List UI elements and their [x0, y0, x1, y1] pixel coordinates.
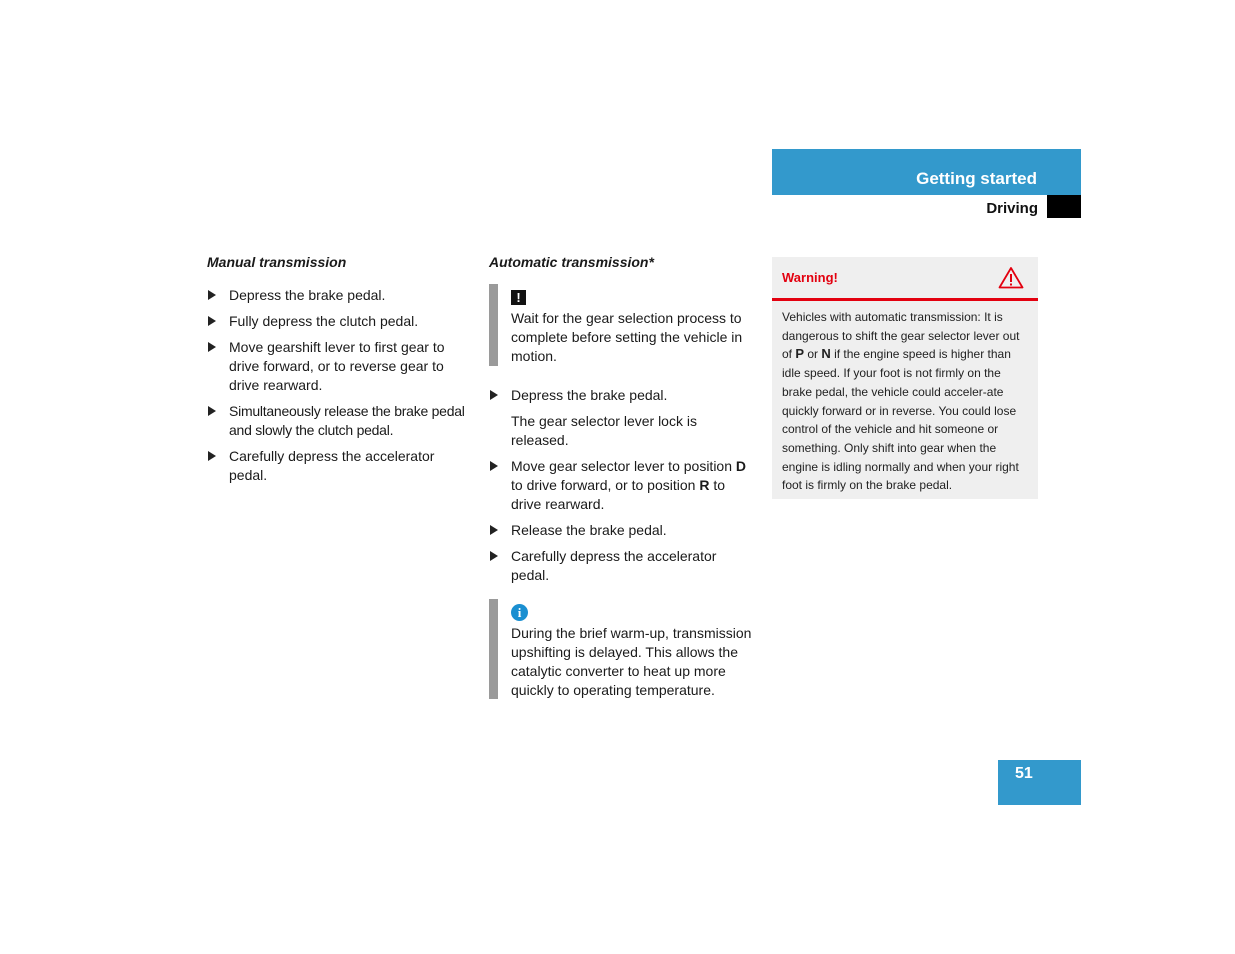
exclamation-icon: !: [511, 290, 526, 305]
warning-header: [772, 257, 1038, 301]
step-result-text: The gear selector lever lock is released.: [511, 413, 697, 448]
list-item: Release the brake pedal.: [489, 521, 757, 540]
caution-note: [489, 284, 757, 366]
info-icon: i: [511, 604, 528, 621]
list-item: Depress the brake pedal.: [207, 286, 472, 305]
manual-transmission-heading: Manual transmission: [207, 254, 347, 270]
list-item: Carefully depress the accelerator pedal.: [207, 447, 472, 485]
list-item: Carefully depress the accelerator pedal.: [489, 547, 757, 585]
warning-triangle-icon: [998, 266, 1024, 289]
page-number: 51: [1015, 765, 1033, 782]
section-header-band: [772, 149, 1081, 195]
subsection-title: Driving: [986, 200, 1038, 217]
page-number-box: [998, 760, 1081, 805]
triangle-right-icon: [208, 342, 216, 352]
triangle-right-icon: [490, 525, 498, 535]
gear-position-p: P: [795, 346, 805, 362]
gear-position-d: D: [735, 458, 747, 474]
list-item: Depress the brake pedal.: [489, 386, 757, 405]
gear-position-n: N: [821, 346, 831, 362]
info-text: During the brief warm-up, transmission upshifting is delayed. This allows the catalytic converter to heat up more quickly to operating temperature.: [511, 625, 752, 698]
info-note: [489, 599, 757, 699]
caution-text: Wait for the gear selection process to complete before setting the vehicle in motion.: [511, 310, 743, 364]
automatic-steps-list: [489, 386, 757, 405]
automatic-transmission-heading: Automatic transmission*: [489, 254, 654, 270]
automatic-transmission-column: [489, 253, 757, 699]
manual-transmission-column: [207, 253, 472, 492]
warning-title: Warning!: [782, 270, 838, 285]
automatic-steps-list-continued: [489, 457, 757, 585]
section-title: Getting started: [916, 169, 1037, 188]
list-item: Fully depress the clutch pedal.: [207, 312, 472, 331]
triangle-right-icon: [208, 406, 216, 416]
triangle-right-icon: [208, 290, 216, 300]
warning-text: Vehicles with automatic transmission: It is dangerous to shift the gear selector lever out of P or N if the engine speed is higher than idle speed. If your foot is not firmly on the brake pedal, the vehicle could acceler-ate quickly forward or in reverse. You could lose control of the vehicle and hit someone or something. Only shift into gear when the engine is idling normally and when your right foot is firmly on the brake pedal.: [782, 310, 1020, 493]
manual-steps-list: [207, 286, 472, 485]
triangle-right-icon: [208, 316, 216, 326]
warning-box: [772, 257, 1038, 499]
chapter-tab-marker: [1047, 195, 1081, 218]
triangle-right-icon: [490, 551, 498, 561]
gear-position-r: R: [699, 477, 710, 493]
triangle-right-icon: [490, 390, 498, 400]
triangle-right-icon: [490, 461, 498, 471]
triangle-right-icon: [208, 451, 216, 461]
list-item: Move gear selector lever to position D to drive forward, or to position R to drive rearward.: [489, 457, 757, 514]
list-item: Simultaneously release the brake pedal and slowly the clutch pedal.: [207, 402, 472, 440]
list-item: Move gearshift lever to first gear to drive forward, or to reverse gear to drive rearward.: [207, 338, 472, 395]
